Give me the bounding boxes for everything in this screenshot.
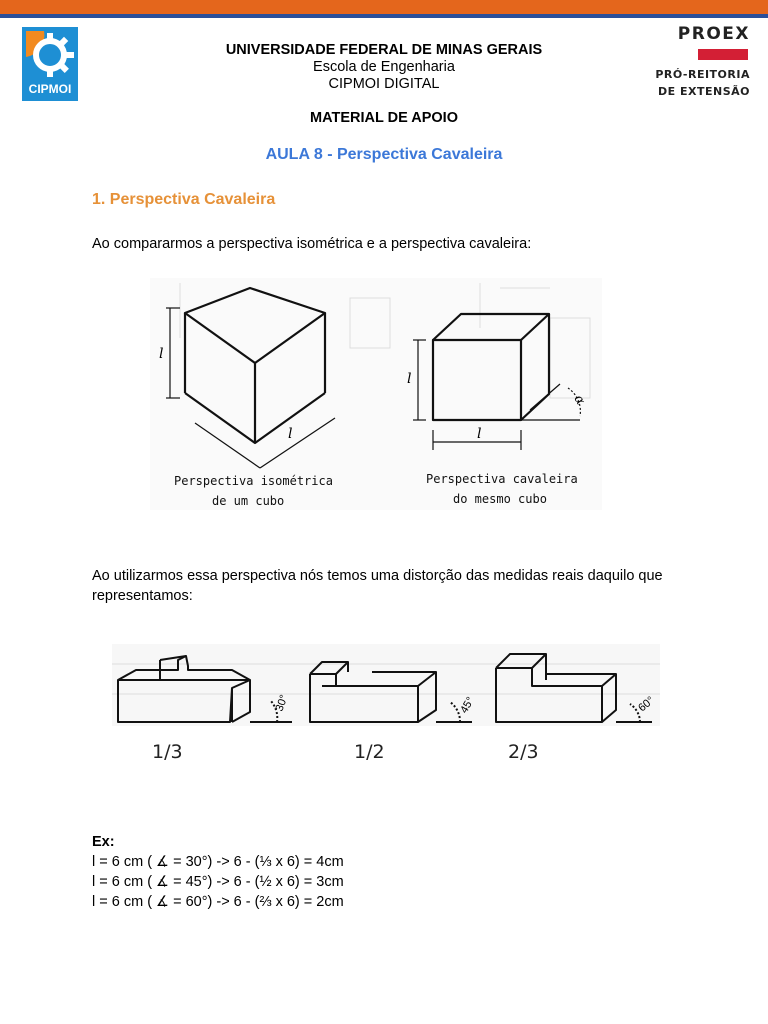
caption-cavalier-1: Perspectiva cavaleira — [426, 472, 578, 486]
block2-angle: 45° — [458, 695, 477, 716]
label-one-third: 1/3 — [152, 741, 183, 763]
caption-isometric-1: Perspectiva isométrica — [174, 474, 333, 488]
block1-angle: 30° — [273, 693, 291, 714]
label-one-half: 1/2 — [354, 741, 385, 763]
example-line-1: l = 6 cm ( ∡ = 30°) -> 6 - (⅓ x 6) = 4cm — [92, 854, 344, 870]
caption-isometric-2: de um cubo — [212, 494, 285, 508]
iso-dim-l-label-2: l — [288, 426, 293, 442]
proex-red-bar — [698, 49, 748, 60]
top-orange-bar — [0, 0, 768, 14]
document-header — [0, 42, 768, 93]
example-line-3: l = 6 cm ( ∡ = 60°) -> 6 - (⅔ x 6) = 2cm — [92, 894, 344, 910]
iso-dim-l-label: l — [159, 346, 164, 362]
school-name: Escola de Engenharia — [313, 59, 455, 75]
cav-dim-l-label: l — [407, 371, 412, 387]
paragraph-comparison: Ao compararmos a perspectiva isométrica e a perspectiva cavaleira: — [92, 236, 532, 252]
example-block — [92, 832, 344, 912]
proex-subtitle-1: PRÓ-REITORIA — [655, 68, 750, 81]
university-name: UNIVERSIDADE FEDERAL DE MINAS GERAIS — [225, 42, 543, 58]
cav-dim-l-label-2: l — [477, 426, 482, 442]
unit-name: CIPMOI DIGITAL — [328, 76, 440, 92]
example-title: Ex: — [92, 834, 115, 850]
proex-logo — [654, 24, 750, 100]
block3-angle: 60° — [636, 694, 657, 715]
figure-cube-comparison — [150, 278, 602, 510]
cipmoi-logo-text: CIPMOI — [28, 82, 72, 96]
material-heading: MATERIAL DE APOIO — [310, 110, 458, 126]
lesson-title: AULA 8 - Perspectiva Cavaleira — [265, 146, 503, 163]
label-two-thirds: 2/3 — [508, 741, 539, 763]
cav-angle-label: α — [570, 392, 588, 408]
example-line-2: l = 6 cm ( ∡ = 45°) -> 6 - (½ x 6) = 3cm — [92, 874, 344, 890]
caption-cavalier-2: do mesmo cubo — [453, 492, 547, 506]
section-title: 1. Perspectiva Cavaleira — [92, 191, 276, 208]
figure-reduction-blocks — [112, 644, 660, 769]
top-blue-line — [0, 14, 768, 18]
paragraph-distortion: Ao utilizarmos essa perspectiva nós temos uma distorção das medidas reais daquilo que representamos: — [92, 568, 663, 604]
proex-title: PROEX — [677, 24, 750, 44]
proex-subtitle-2: DE EXTENSÃO — [658, 85, 750, 98]
